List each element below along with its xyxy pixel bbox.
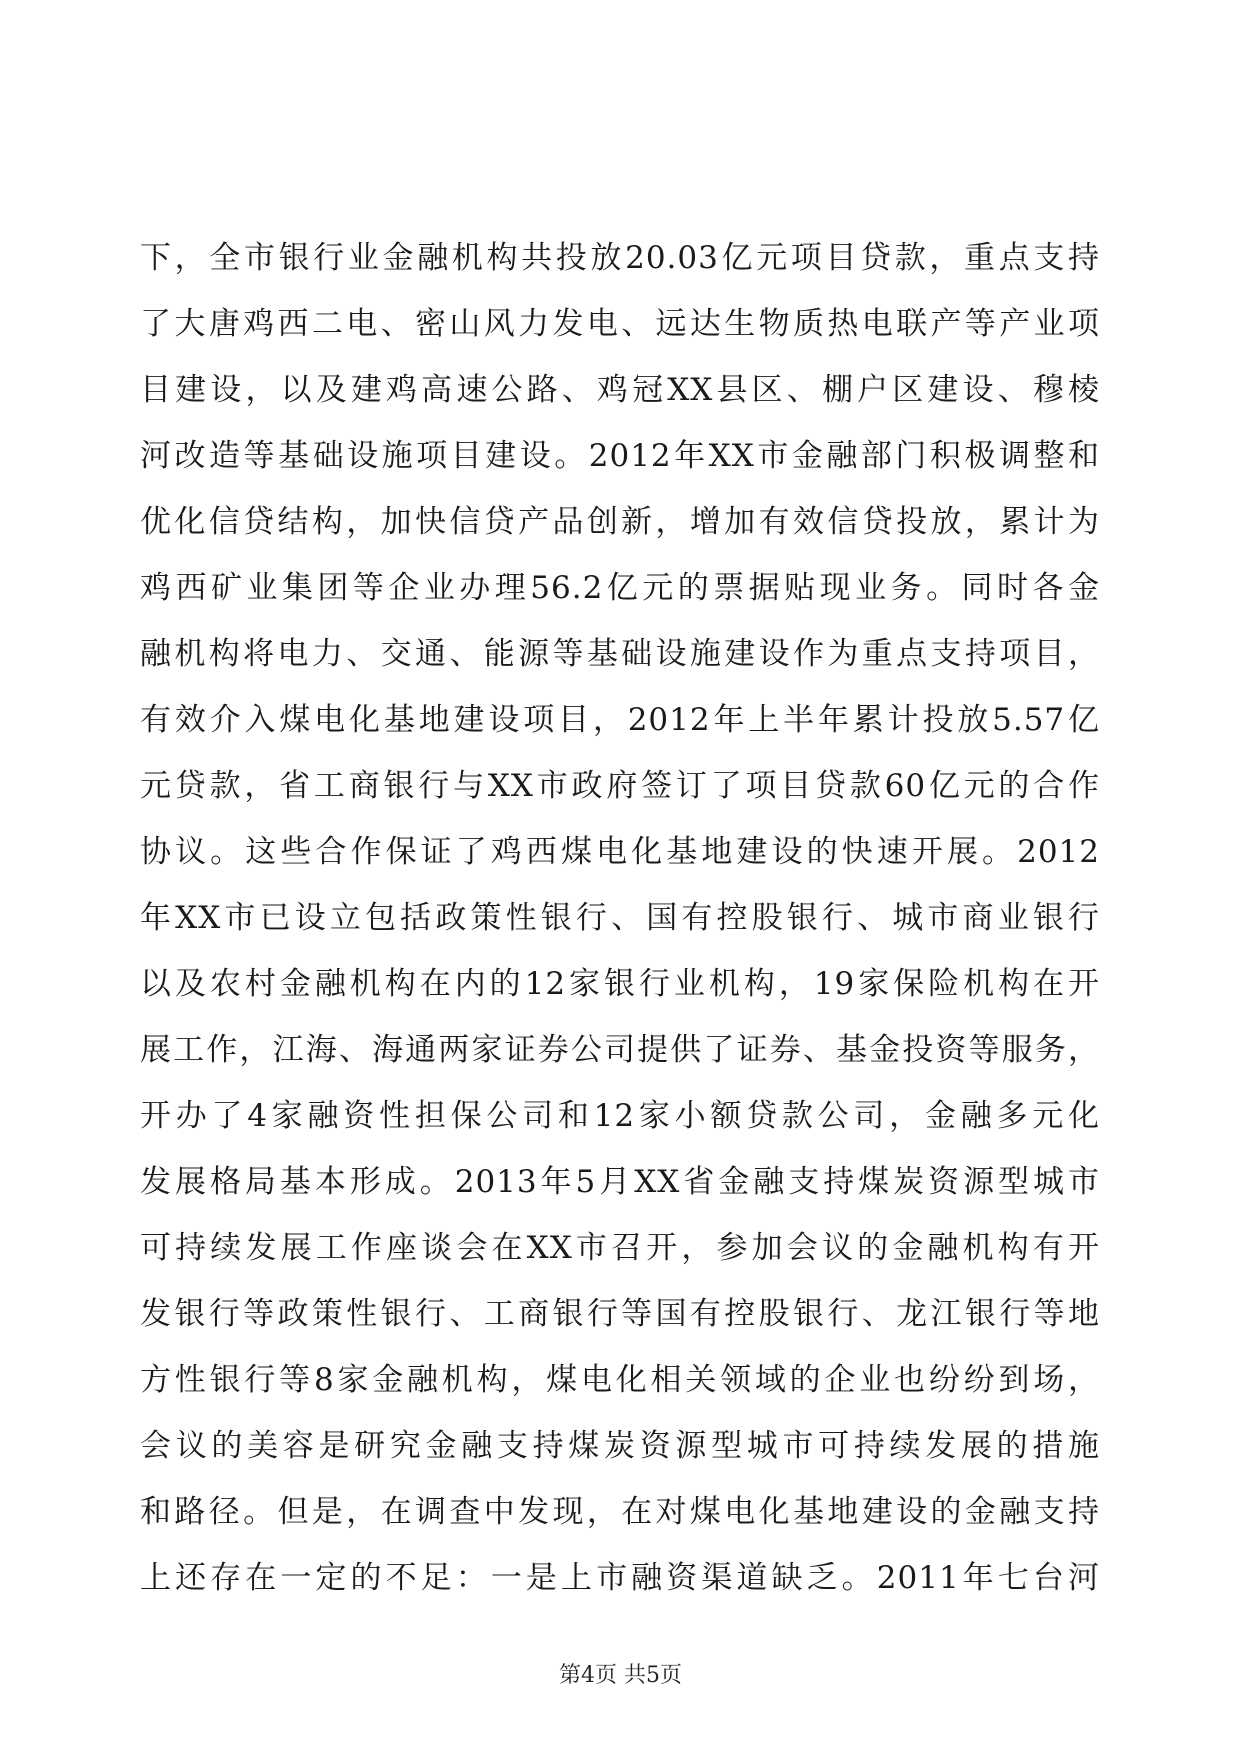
text-line: 优化信贷结构，加快信贷产品创新，增加有效信贷投放，累计为 <box>140 504 1100 540</box>
page-footer <box>0 1661 1241 1691</box>
text-line: 下，全市银行业金融机构共投放20.03亿元项目贷款，重点支持 <box>140 240 1100 276</box>
text-line: 发银行等政策性银行、工商银行等国有控股银行、龙江银行等地 <box>140 1296 1100 1332</box>
page-number: 第4页 共5页 <box>559 1663 682 1688</box>
body-text <box>140 225 1100 1611</box>
text-line: 开办了4家融资性担保公司和12家小额贷款公司，金融多元化 <box>140 1098 1100 1134</box>
text-line: 展工作，江海、海通两家证券公司提供了证券、基金投资等服务， <box>140 1032 1100 1068</box>
text-line: 融机构将电力、交通、能源等基础设施建设作为重点支持项目， <box>140 636 1100 672</box>
text-line: 协议。这些合作保证了鸡西煤电化基地建设的快速开展。2012 <box>140 834 1100 870</box>
text-line: 鸡西矿业集团等企业办理56.2亿元的票据贴现业务。同时各金 <box>140 570 1100 606</box>
text-line: 会议的美容是研究金融支持煤炭资源型城市可持续发展的措施 <box>140 1428 1100 1464</box>
text-line: 发展格局基本形成。2013年5月XX省金融支持煤炭资源型城市 <box>140 1164 1100 1200</box>
text-line: 上还存在一定的不足：一是上市融资渠道缺乏。2011年七台河 <box>140 1560 1100 1596</box>
text-line: 方性银行等8家金融机构，煤电化相关领域的企业也纷纷到场， <box>140 1362 1100 1398</box>
text-line: 元贷款，省工商银行与XX市政府签订了项目贷款60亿元的合作 <box>140 768 1100 804</box>
text-line: 有效介入煤电化基地建设项目，2012年上半年累计投放5.57亿 <box>140 702 1100 738</box>
text-line: 和路径。但是，在调查中发现，在对煤电化基地建设的金融支持 <box>140 1494 1100 1530</box>
text-line: 目建设，以及建鸡高速公路、鸡冠XX县区、棚户区建设、穆棱 <box>140 372 1100 408</box>
text-line: 可持续发展工作座谈会在XX市召开，参加会议的金融机构有开 <box>140 1230 1100 1266</box>
text-line: 以及农村金融机构在内的12家银行业机构，19家保险机构在开 <box>140 966 1100 1002</box>
text-line: 了大唐鸡西二电、密山风力发电、远达生物质热电联产等产业项 <box>140 306 1100 342</box>
text-line: 河改造等基础设施项目建设。2012年XX市金融部门积极调整和 <box>140 438 1100 474</box>
text-line: 年XX市已设立包括政策性银行、国有控股银行、城市商业银行 <box>140 900 1100 936</box>
